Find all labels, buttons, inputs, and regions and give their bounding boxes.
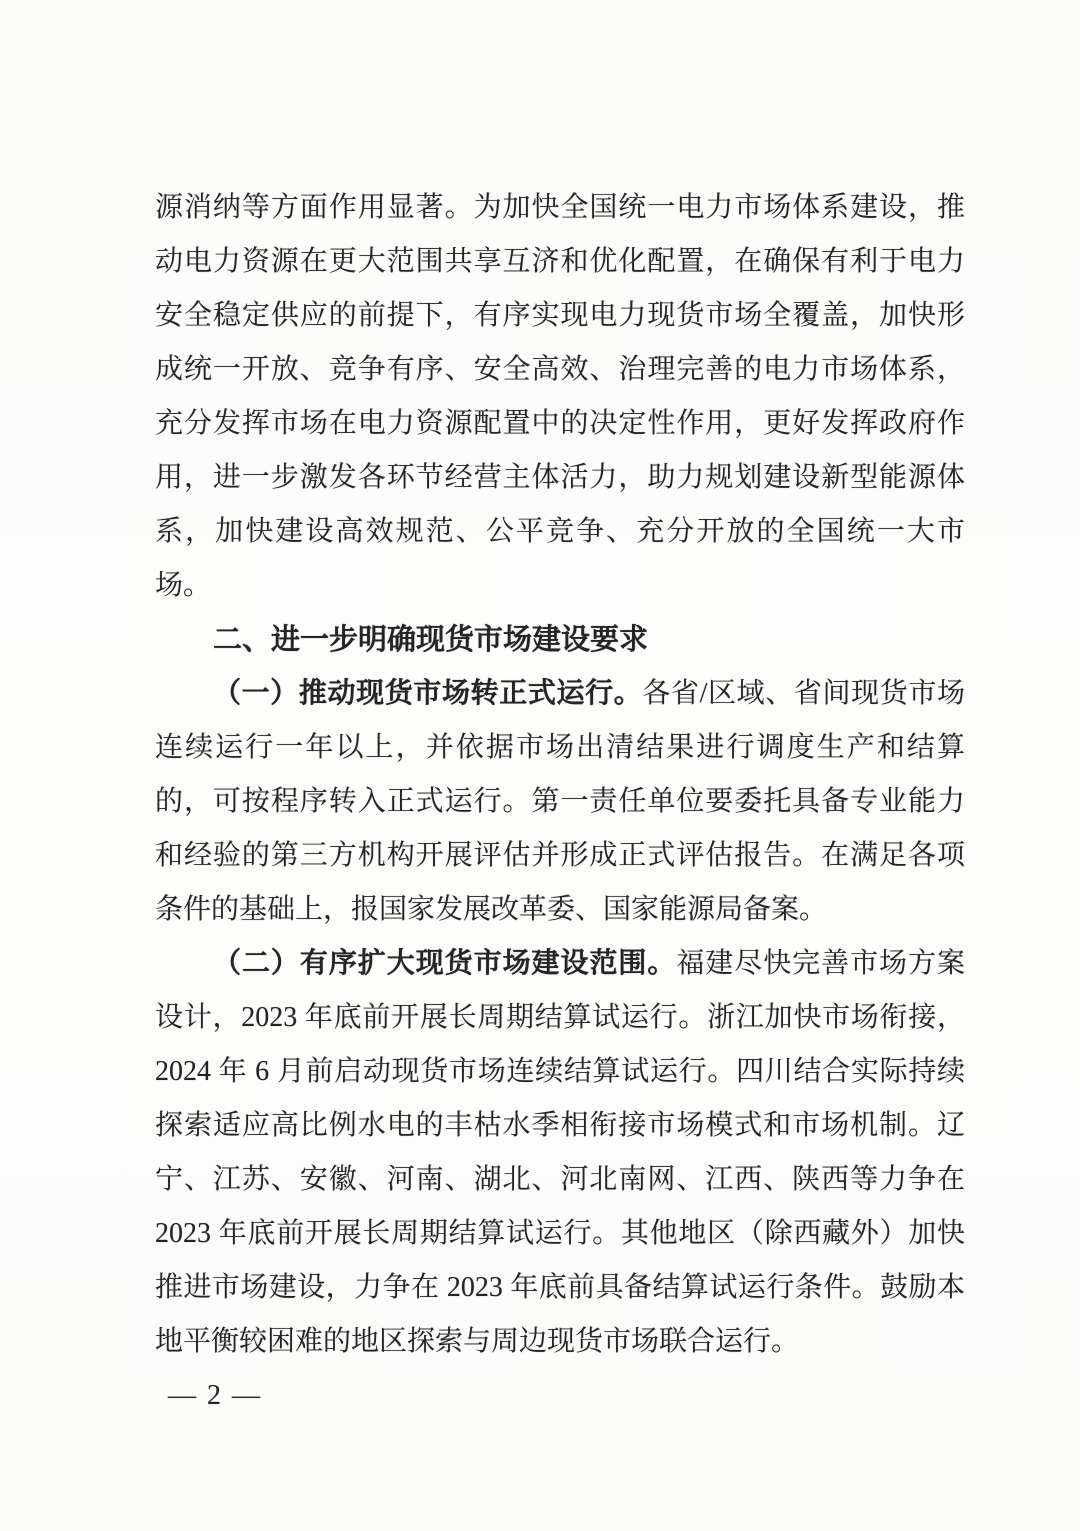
- text-line-14: [155, 883, 965, 937]
- paragraph-bold-lead: （二）有序扩大现货市场建设范围。: [213, 948, 677, 979]
- text-line-19: [155, 1153, 965, 1207]
- text-segment: 探索适应高比例水电的丰枯水季相衔接市场模式和市场机制。辽: [155, 1110, 965, 1141]
- text-segment: 福建尽快完善市场方案: [676, 948, 965, 979]
- text-line-3: [155, 289, 965, 343]
- text-segment: 的，可按程序转入正式运行。第一责任单位要委托具备专业能力: [155, 786, 965, 817]
- text-line-17: [155, 1045, 965, 1099]
- text-line-6: [155, 451, 965, 505]
- text-segment: 成统一开放、竞争有序、安全高效、治理完善的电力市场体系，: [155, 354, 965, 385]
- page-number: — 2 —: [168, 1380, 262, 1411]
- text-line-2: [155, 235, 965, 289]
- text-segment: 各省/区域、省间现货市场: [642, 678, 965, 709]
- text-line-21: [155, 1261, 965, 1315]
- text-segment: 用，进一步激发各环节经营主体活力，助力规划建设新型能源体: [155, 462, 965, 493]
- text-segment: 动电力资源在更大范围共享互济和优化配置，在确保有利于电力: [155, 246, 965, 277]
- text-segment: 2024 年 6 月前启动现货市场连续结算试运行。四川结合实际持续: [155, 1056, 965, 1087]
- text-segment: 二、进一步明确现货市场建设要求: [213, 624, 649, 656]
- text-line-1: [155, 181, 965, 235]
- text-segment: 推进市场建设，力争在 2023 年底前具备结算试运行条件。鼓励本: [155, 1272, 965, 1303]
- text-segment: 连续运行一年以上，并依据市场出清结果进行调度生产和结算: [155, 732, 965, 763]
- text-line-4: [155, 343, 965, 397]
- text-segment: 宁、江苏、安徽、河南、湖北、河北南网、江西、陕西等力争在: [155, 1164, 965, 1195]
- text-segment: 源消纳等方面作用显著。为加快全国统一电力市场体系建设，推: [155, 192, 965, 223]
- text-segment: 场。: [155, 570, 212, 601]
- text-line-18: [155, 1099, 965, 1153]
- paragraph-bold-lead: （一）推动现货市场转正式运行。: [213, 678, 643, 709]
- text-line-12: [155, 775, 965, 829]
- text-segment: 安全稳定供应的前提下，有序实现电力现货市场全覆盖，加快形: [155, 300, 965, 331]
- text-segment: 系，加快建设高效规范、公平竞争、充分开放的全国统一大市: [155, 516, 965, 547]
- text-line-7: [155, 505, 965, 559]
- text-segment: 2023 年底前开展长周期结算试运行。其他地区（除西藏外）加快: [155, 1218, 965, 1249]
- text-line-13: [155, 829, 965, 883]
- text-segment: 条件的基础上，报国家发展改革委、国家能源局备案。: [155, 894, 828, 925]
- text-segment: 地平衡较困难的地区探索与周边现货市场联合运行。: [155, 1326, 800, 1357]
- text-line-16: [155, 991, 965, 1045]
- text-line-10: [155, 667, 965, 721]
- document-body: [155, 181, 965, 1423]
- text-line-22: [155, 1315, 965, 1369]
- text-line-15: [155, 937, 965, 991]
- text-segment: 和经验的第三方机构开展评估并形成正式评估报告。在满足各项: [155, 840, 965, 871]
- section-heading: [155, 613, 965, 667]
- text-segment: 设计，2023 年底前开展长周期结算试运行。浙江加快市场衔接，: [155, 1002, 965, 1033]
- text-segment: 充分发挥市场在电力资源配置中的决定性作用，更好发挥政府作: [155, 408, 965, 439]
- text-line-5: [155, 397, 965, 451]
- text-line-20: [155, 1207, 965, 1261]
- text-line-11: [155, 721, 965, 775]
- text-line-8: [155, 559, 965, 613]
